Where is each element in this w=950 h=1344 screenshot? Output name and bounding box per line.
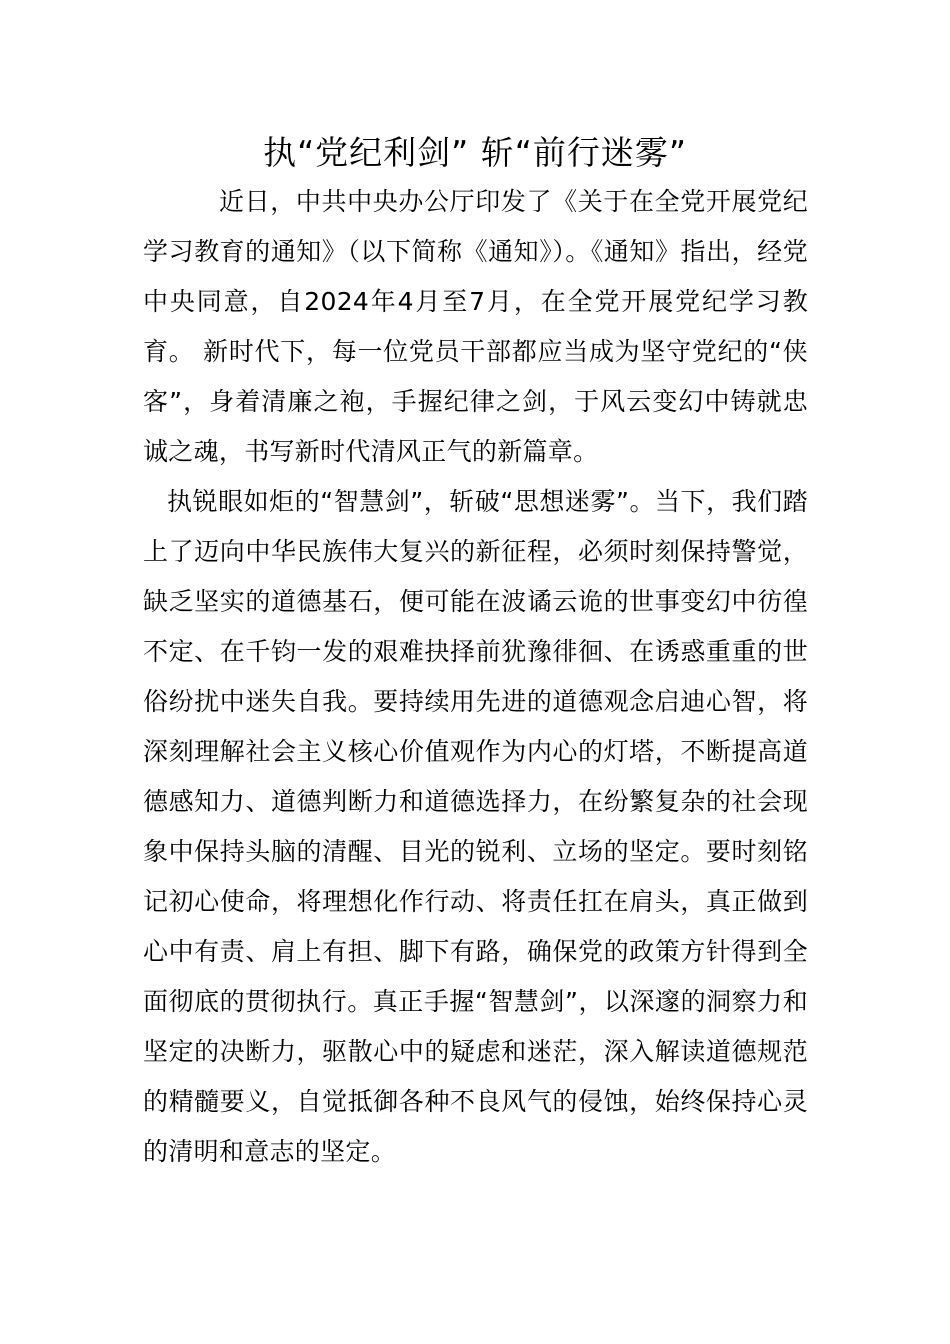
document-title: 执“党纪利剑” 斩“前行迷雾”: [263, 133, 687, 172]
paragraph-intro: 近日，中共中央办公厅印发了《关于在全党开展党纪学习教育的通知》（以下简称《通知》）。《通知》指出，经党中央同意，自2024年4月至7月，在全党开展党纪学习教育。 新时代下，每一位党员干部都应当成为坚守党纪的“侠客”，身着清廉之袍，手握纪律之剑，于风云变幻中铸就忠诚之魂，书写新时代清风正气的新篇章。: [143, 187, 808, 466]
document-body: [143, 177, 808, 1177]
paragraph-wisdom-sword: 执锐眼如炬的“智慧剑”，斩破“思想迷雾”。当下，我们踏上了迈向中华民族伟大复兴的新征程，必须时刻保持警觉，缺乏坚实的道德基石，便可能在波谲云诡的世事变幻中彷徨不定、在千钧一发的艰难抉择前犹豫徘徊、在诱惑重重的世俗纷扰中迷失自我。要持续用先进的道德观念启迪心智，将深刻理解社会主义核心价值观作为内心的灯塔，不断提高道德感知力、道德判断力和道德选择力，在纷繁复杂的社会现象中保持头脑的清醒、目光的锐利、立场的坚定。要时刻铭记初心使命，将理想化作行动、将责任扛在肩头，真正做到心中有责、肩上有担、脚下有路，确保党的政策方针得到全面彻底的贯彻执行。真正手握“智慧剑”，以深邃的洞察力和坚定的决断力，驱散心中的疑虑和迷茫，深入解读道德规范的精髓要义，自觉抵御各种不良风气的侵蚀，始终保持心灵的清明和意志的坚定。: [143, 487, 808, 1166]
